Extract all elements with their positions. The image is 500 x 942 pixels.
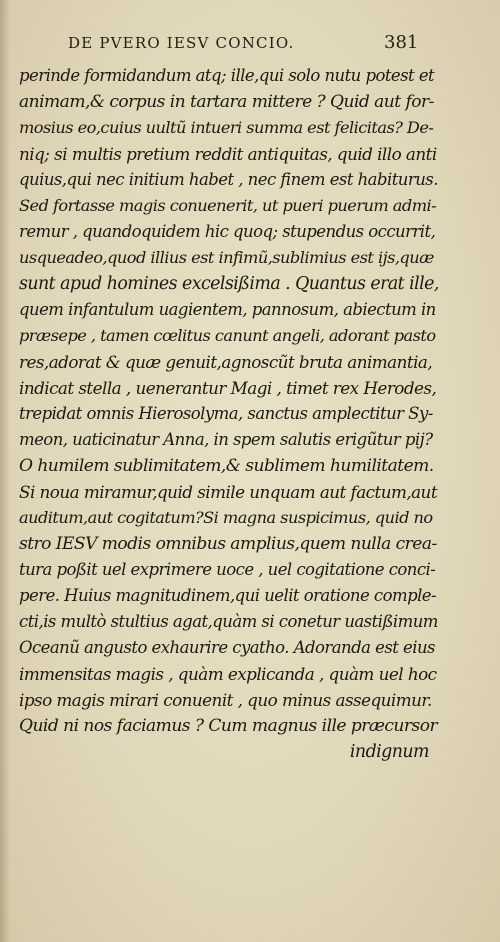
- text-line: niq; si multis pretium reddit antiquitas, quid illo anti: [19, 144, 437, 164]
- text-line: res,adorat & quæ genuit,agnoscũt bruta animantia,: [19, 352, 433, 372]
- text-line: Si noua miramur,quid simile unquam aut factum,aut: [19, 482, 438, 502]
- text-line: indicat stella , uenerantur Magi , timet rex Herodes,: [19, 378, 437, 398]
- text-line: cti,is multò stultius agat,quàm si conetur uastißimum: [19, 612, 438, 631]
- text-line: stro IESV modis omnibus amplius,quem nulla crea-: [19, 534, 437, 554]
- text-line: Quid ni nos faciamus ? Cum magnus ille præcursor: [19, 716, 438, 736]
- text-line: animam,& corpus in tartara mittere ? Quid aut for-: [19, 92, 434, 112]
- text-line: O humilem sublimitatem,& sublimem humilitatem.: [19, 456, 434, 476]
- body-text: [19, 63, 439, 765]
- text-line: immensitas magis , quàm explicanda , quàm uel hoc: [19, 664, 437, 684]
- text-line: usqueadeo,quod illius est infimũ,sublimius est ijs,quæ: [19, 248, 434, 267]
- text-line: ipso magis mirari conuenit , quo minus assequimur.: [19, 690, 432, 710]
- text-line: remur , quandoquidem hic quoq; stupendus occurrit,: [19, 222, 436, 241]
- text-line: perinde formidandum atq; ille,qui solo nutu potest et: [19, 66, 435, 85]
- text-line: præsepe , tamen cœlitus canunt angeli, adorant pasto: [19, 326, 436, 345]
- text-line: Sed fortasse magis conuenerit, ut pueri puerum admi-: [19, 196, 437, 215]
- catchword: indignum: [349, 742, 429, 762]
- text-line: quem infantulum uagientem, pannosum, abiectum in: [19, 300, 436, 319]
- page-number: 381: [384, 32, 419, 53]
- text-line: auditum,aut cogitatum?Si magna suspicimus, quid no: [19, 508, 433, 527]
- text-line: Oceanũ angusto exhaurire cyatho. Adoranda est eius: [19, 638, 435, 657]
- text-line: trepidat omnis Hierosolyma, sanctus amplectitur Sy-: [19, 404, 433, 423]
- page-gutter-shadow: [0, 0, 10, 942]
- running-title: DE PVERO IESV CONCIO.: [68, 34, 295, 52]
- text-line: quius,qui nec initium habet , nec finem est habiturus.: [19, 170, 438, 189]
- text-line: mosius eo,cuius uultũ intueri summa est felicitas? De-: [19, 118, 434, 137]
- text-line: tura poßit uel exprimere uoce , uel cogitatione conci-: [19, 560, 436, 579]
- text-line: sunt apud homines excelsißima . Quantus erat ille,: [19, 274, 439, 294]
- text-line: pere. Huius magnitudinem,qui uelit oratione comple-: [19, 586, 437, 605]
- text-line: meon, uaticinatur Anna, in spem salutis erigũtur pij?: [19, 430, 433, 449]
